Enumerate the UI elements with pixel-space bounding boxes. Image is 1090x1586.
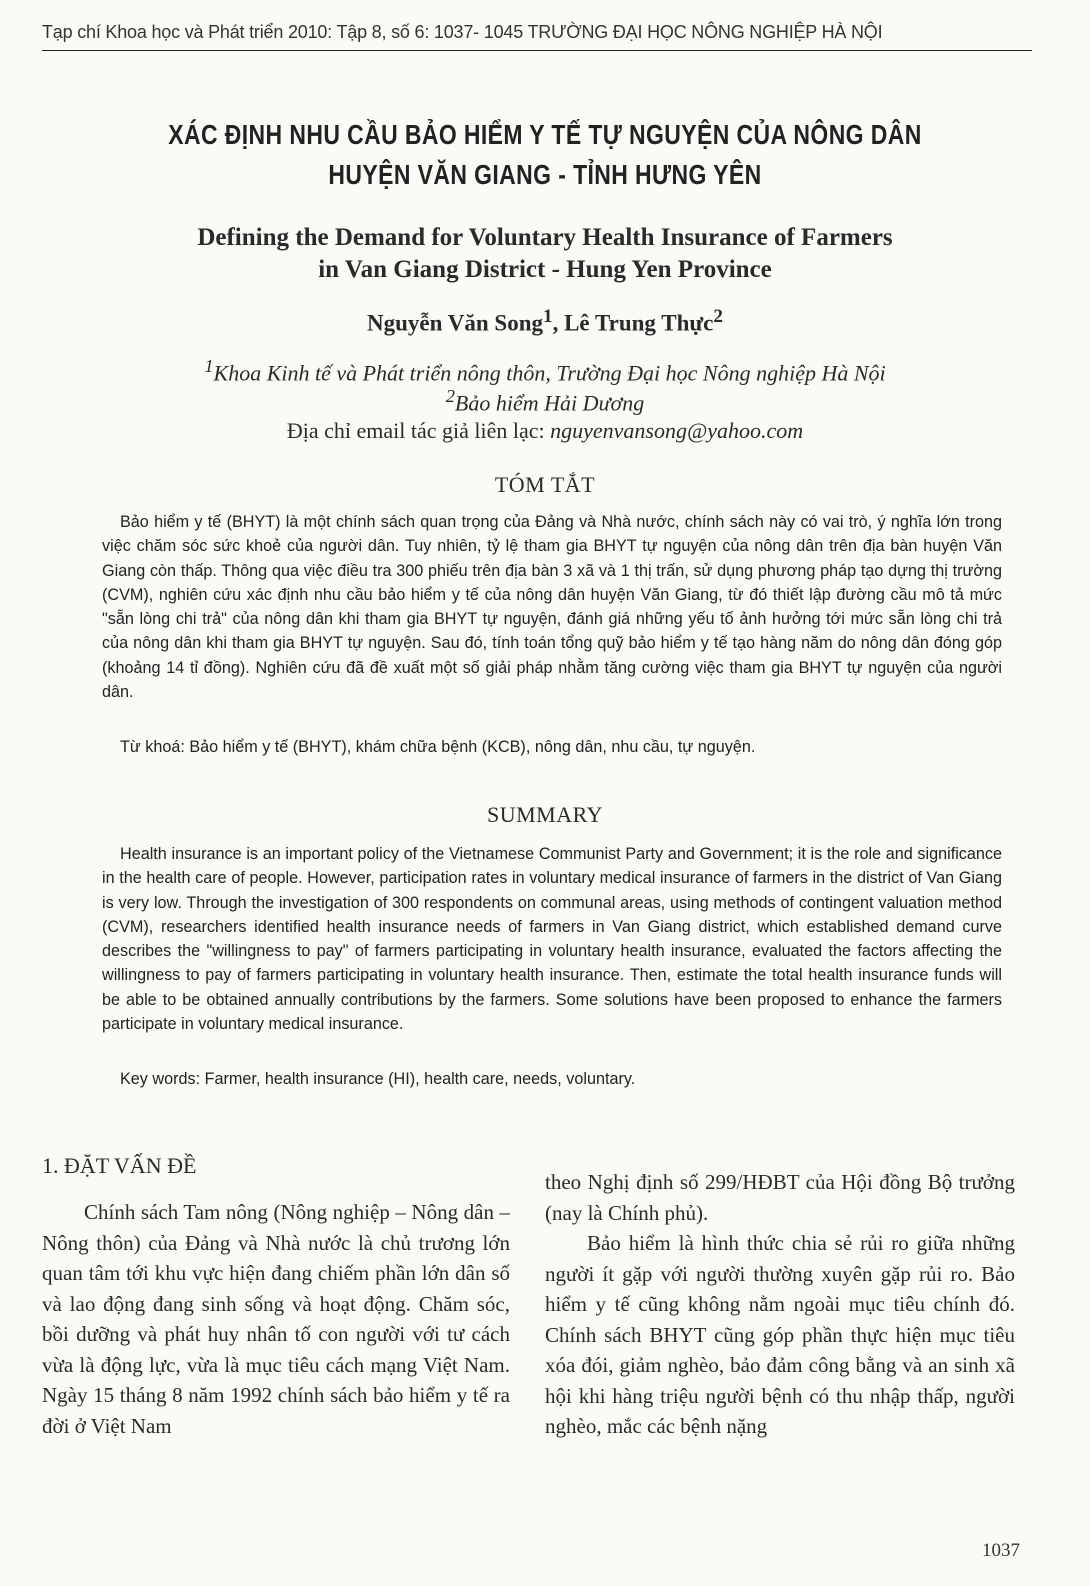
author-2: Lê Trung Thực	[564, 310, 714, 336]
authors	[60, 306, 1030, 337]
author-1: Nguyễn Văn Song	[367, 310, 544, 336]
section-1-heading: 1. ĐẶT VẤN ĐỀ	[42, 1153, 197, 1178]
author-2-affil: 2	[713, 306, 723, 327]
affiliation-1-text: Khoa Kinh tế và Phát triển nông thôn, Trường Đại học Nông nghiệp Hà Nội	[213, 360, 886, 386]
affiliation-2	[60, 386, 1030, 416]
affiliation-1	[60, 356, 1030, 386]
summary-text: Health insurance is an important policy of the Vietnamese Communist Party and Government; it is the role and significance in the health care of people. However, participation rates in voluntary medical insurance of farmers in the district of Van Giang is very low. Through the investigation of 300 respondents on communal areas, using methods of contingent valuation method (CVM), researchers identified health insurance needs of farmers in Van Giang district, which established demand curve describes the "willingness to pay" of farmers participating in voluntary health insurance, evaluated the factors affecting the willingness to pay of farmers participating in voluntary health insurance. Then, estimate the total health insurance funds will be able to be obtained annually contributions by the farmers. Some solutions have been proposed to enhance the farmers participate in voluntary medical insurance.	[102, 845, 1002, 1034]
title-en-line-2: in Van Giang District - Hung Yen Province	[318, 256, 772, 283]
title-vn-line-2: HUYỆN VĂN GIANG - TỈNH HƯNG YÊN	[328, 159, 762, 190]
title-english	[60, 222, 1030, 286]
author-separator: ,	[552, 310, 559, 336]
summary-heading: SUMMARY	[487, 802, 603, 827]
title-vietnamese	[147, 115, 942, 195]
section-1-left-column: Chính sách Tam nông (Nông nghiệp – Nông dân – Nông thôn) của Đảng và Nhà nước là chủ trương lớn quan tâm tới khu vực hiện đang chiếm phần lớn dân số và lao động đang sinh sống và hoạt động. Chăm sóc, bồi dưỡng và phát huy nhân tố con người với tư cách vừa là động lực, vừa là mục tiêu cách mạng Việt Nam. Ngày 15 tháng 8 năm 1992 chính sách bảo hiểm y tế ra đời ở Việt Nam	[42, 1200, 510, 1438]
email-address[interactable]: nguyenvansong@yahoo.com	[550, 418, 804, 443]
tom-tat-text: Bảo hiểm y tế (BHYT) là một chính sách quan trọng của Đảng và Nhà nước, chính sách này có vai trò, ý nghĩa lớn trong việc chăm sóc sức khoẻ của người dân. Tuy nhiên, tỷ lệ tham gia BHYT tự nguyện của nông dân trên địa bàn huyện Văn Giang còn thấp. Thông qua việc điều tra 300 phiếu trên địa bàn 3 xã và 1 thị trấn, sử dụng phương pháp tạo dựng thị trường (CVM), nghiên cứu xác định nhu cầu bảo hiểm y tế của nông dân huyện Văn Giang, từ đó thiết lập đường cầu mô tả mức "sẵn lòng chi trả" của nông dân khi tham gia BHYT tự nguyện, đánh giá những yếu tố ảnh hưởng tới mức sẵn lòng chi trả của nông dân khi tham gia BHYT tự nguyện. Sau đó, tính toán tổng quỹ bảo hiểm y tế tạo hàng năm do nông dân đóng góp (khoảng 14 tỉ đồng). Nghiên cứu đã đề xuất một số giải pháp nhằm tăng cường việc tham gia BHYT tự nguyện của người dân.	[102, 513, 1002, 702]
header-rule	[42, 50, 1032, 51]
tom-tat-heading: TÓM TẮT	[494, 472, 596, 497]
section-1-right-para-1: theo Nghị định số 299/HĐBT của Hội đồng Bộ trưởng (nay là Chính phủ).	[545, 1170, 1015, 1225]
title-vn-line-1: XÁC ĐỊNH NHU CẦU BẢO HIỂM Y TẾ TỰ NGUYỆN CỦA NÔNG DÂN	[168, 119, 922, 150]
contact-email-line	[60, 418, 1030, 444]
tom-tat-keywords: Từ khoá: Bảo hiểm y tế (BHYT), khám chữa bệnh (KCB), nông dân, nhu cầu, tự nguyện.	[120, 738, 756, 756]
journal-header: Tạp chí Khoa học và Phát triển 2010: Tập 8, số 6: 1037- 1045 TRƯỜNG ĐẠI HỌC NÔNG NGHIỆP HÀ NỘI	[42, 22, 883, 42]
title-en-line-1: Defining the Demand for Voluntary Health Insurance of Farmers	[197, 224, 893, 251]
page-number: 1037	[982, 1540, 1020, 1561]
affiliation-1-marker: 1	[204, 356, 214, 376]
author-1-affil: 1	[543, 306, 553, 327]
summary-keywords: Key words: Farmer, health insurance (HI), health care, needs, voluntary.	[120, 1070, 636, 1088]
affiliation-2-text: Bảo hiểm Hải Dương	[454, 390, 645, 416]
section-1-right-para-2: Bảo hiểm là hình thức chia sẻ rủi ro giữa những người ít gặp với người thường xuyên gặp rủi ro. Bảo hiểm y tế cũng không nằm ngoài mục tiêu chính đó. Chính sách BHYT cũng góp phần thực hiện mục tiêu xóa đói, giảm nghèo, bảo đảm công bằng và an sinh xã hội khi hàng triệu người bệnh có thu nhập thấp, người nghèo, mắc các bệnh nặng	[545, 1231, 1015, 1438]
affiliation-2-marker: 2	[445, 386, 455, 406]
email-label: Địa chỉ email tác giả liên lạc:	[286, 418, 545, 443]
